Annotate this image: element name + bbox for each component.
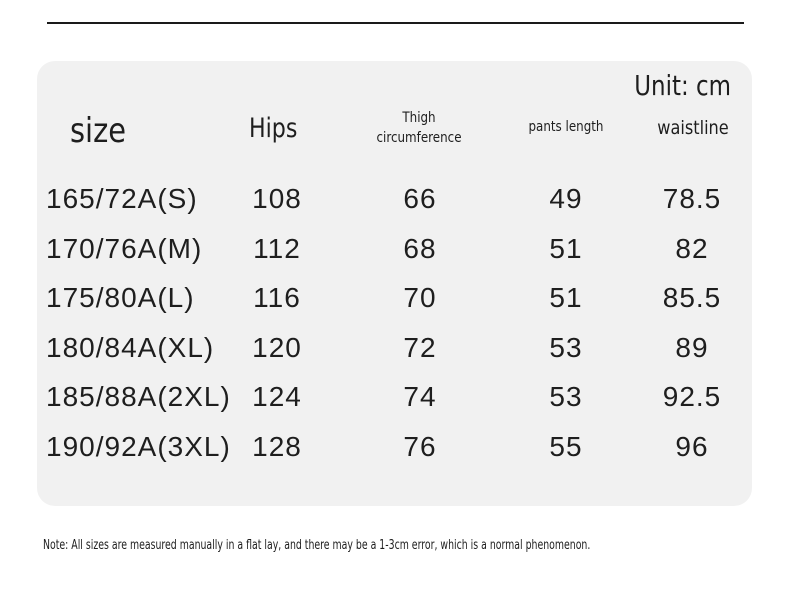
cell-waistline: 78.5 (662, 183, 722, 214)
table-body (37, 179, 752, 477)
table-row (37, 278, 752, 328)
table-row (37, 179, 752, 229)
cell-size: 165/72A(S) (46, 183, 198, 214)
cell-thigh: 70 (403, 282, 437, 314)
cell-size: 190/92A(3XL) (46, 430, 231, 462)
cell-hips: 108 (252, 183, 302, 214)
measurement-note: Note: All sizes are measured manually in a flat lay, and there may be a 1-3cm error, which is a normal phenomenon. (43, 538, 591, 553)
cell-hips: 116 (253, 282, 301, 314)
size-chart-table (37, 61, 752, 506)
table-row (37, 427, 752, 477)
top-divider (47, 22, 744, 24)
cell-waistline: 92.5 (662, 381, 722, 413)
cell-waistline: 96 (675, 430, 709, 462)
header-size: size (70, 111, 127, 151)
cell-pants-length: 53 (549, 331, 583, 363)
cell-hips: 112 (253, 232, 301, 264)
cell-thigh: 72 (403, 331, 437, 363)
cell-thigh: 74 (403, 381, 437, 413)
cell-pants-length: 53 (549, 381, 583, 413)
cell-size: 175/80A(L) (46, 282, 195, 314)
cell-pants-length: 51 (549, 232, 583, 264)
cell-hips: 124 (252, 381, 302, 413)
header-thigh-line1: Thigh (402, 110, 436, 126)
cell-size: 170/76A(M) (46, 232, 203, 264)
header-pants-length: pants length (528, 119, 604, 135)
header-waistline: waistline (657, 117, 729, 139)
cell-pants-length: 49 (549, 183, 583, 214)
table-row (37, 328, 752, 378)
cell-waistline: 82 (675, 232, 709, 264)
header-hips: Hips (249, 113, 298, 144)
cell-size: 180/84A(XL) (46, 331, 215, 363)
cell-thigh: 68 (403, 232, 437, 264)
table-row (37, 377, 752, 427)
header-thigh-circumference (368, 108, 470, 148)
cell-hips: 120 (252, 331, 302, 363)
cell-hips: 128 (252, 430, 302, 462)
cell-waistline: 85.5 (662, 282, 722, 314)
cell-pants-length: 55 (549, 430, 583, 462)
cell-thigh: 76 (403, 430, 437, 462)
cell-pants-length: 51 (549, 282, 583, 314)
unit-label: Unit: cm (634, 69, 731, 102)
header-thigh-line2: circumference (376, 130, 462, 146)
cell-waistline: 89 (675, 331, 709, 363)
cell-thigh: 66 (403, 183, 437, 214)
cell-size: 185/88A(2XL) (46, 381, 231, 413)
table-row (37, 229, 752, 279)
